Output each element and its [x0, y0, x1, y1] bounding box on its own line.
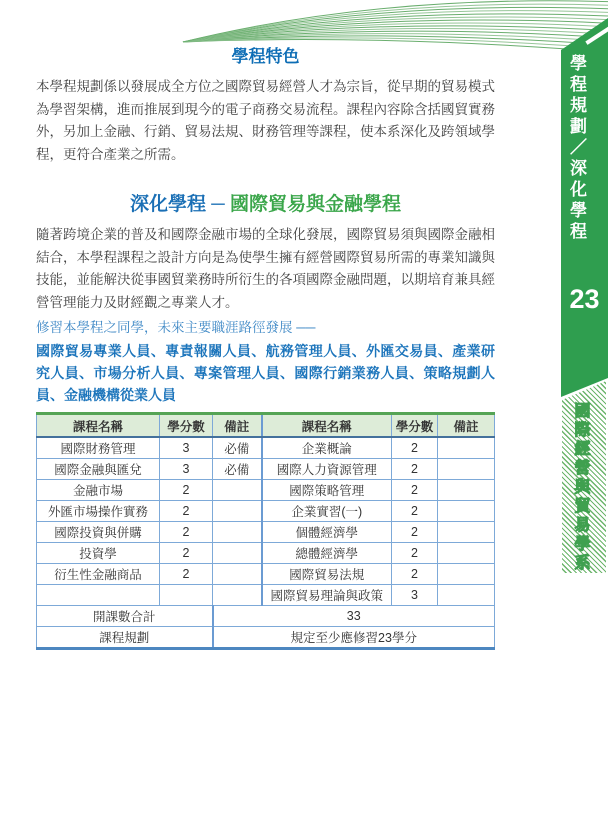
table-row	[37, 437, 495, 459]
credits-cell: 2	[392, 522, 438, 543]
credits-cell: 2	[160, 522, 213, 543]
note-cell	[213, 564, 262, 585]
note-cell	[438, 522, 495, 543]
course-name-cell: 金融市場	[37, 480, 160, 501]
program-heading-prefix: 深化學程 ─	[129, 194, 230, 215]
course-name-cell: 國際投資與併購	[37, 522, 160, 543]
table-row	[37, 564, 495, 585]
section-tab-label: 學程規劃／深化學程	[567, 54, 586, 243]
credits-cell: 2	[160, 543, 213, 564]
course-table-head	[37, 414, 495, 438]
table-row	[37, 480, 495, 501]
credits-cell: 2	[160, 564, 213, 585]
column-header: 學分數	[392, 414, 438, 438]
credits-cell: 3	[160, 437, 213, 459]
credits-cell: 3	[160, 459, 213, 480]
program-paragraph: 隨著跨境企業的普及和國際金融市場的全球化發展，國際貿易須與國際金融相結合，本學程課程之設計方向是為使學生擁有經營國際貿易所需的專業知識與技能，並能解決從事國貿業務時所衍生的各項國際金融問題，以期培育兼具經營管理能力及財經觀之專業人才。	[36, 227, 495, 310]
note-cell	[438, 564, 495, 585]
intro-paragraph: 本學程規劃係以發展成全方位之國際貿易經營人才為宗旨，從早期的貿易模式為學習架構，進而推展到現今的電子商務交易流程。課程內容除含括國貿實務外，另加上金融、行銷、貿易法規、財務管理等課程，使本系深化及跨領域學程，更符合產業之所需。	[36, 79, 495, 162]
note-cell	[213, 501, 262, 522]
table-row	[37, 501, 495, 522]
credits-cell: 2	[392, 459, 438, 480]
page-title: 學程特色	[231, 47, 300, 66]
course-table	[36, 412, 495, 650]
course-name-cell: 個體經濟學	[262, 522, 392, 543]
summary-row	[37, 606, 495, 627]
course-name-cell: 投資學	[37, 543, 160, 564]
table-row	[37, 543, 495, 564]
table-row	[37, 522, 495, 543]
note-cell: 必備	[213, 437, 262, 459]
page-number: 23	[569, 284, 600, 314]
summary-label: 開課數合計	[37, 606, 213, 627]
course-name-cell: 國際策略管理	[262, 480, 392, 501]
credits-cell: 2	[392, 437, 438, 459]
program-heading	[36, 192, 495, 218]
credits-cell: 2	[392, 564, 438, 585]
credits-cell	[160, 585, 213, 606]
course-name-cell: 總體經濟學	[262, 543, 392, 564]
course-name-cell: 企業概論	[262, 437, 392, 459]
note-cell	[438, 480, 495, 501]
main-content	[36, 0, 495, 650]
course-name-cell: 衍生性金融商品	[37, 564, 160, 585]
course-name-cell: 國際財務管理	[37, 437, 160, 459]
column-header: 備註	[213, 414, 262, 438]
credits-cell: 3	[392, 585, 438, 606]
note-cell	[213, 585, 262, 606]
course-name-cell: 國際貿易法規	[262, 564, 392, 585]
note-cell: 必備	[213, 459, 262, 480]
column-header: 備註	[438, 414, 495, 438]
column-header: 課程名稱	[262, 414, 392, 438]
summary-value: 規定至少應修習23學分	[213, 627, 495, 649]
note-cell	[438, 437, 495, 459]
summary-label: 課程規劃	[37, 627, 213, 649]
note-cell	[213, 522, 262, 543]
note-cell	[438, 585, 495, 606]
column-header: 學分數	[160, 414, 213, 438]
summary-value: 33	[213, 606, 495, 627]
credits-cell: 2	[392, 543, 438, 564]
table-row	[37, 585, 495, 606]
department-name: 國際經營與貿易學系	[572, 402, 589, 573]
credits-cell: 2	[160, 480, 213, 501]
column-header: 課程名稱	[37, 414, 160, 438]
course-name-cell: 企業實習(一)	[262, 501, 392, 522]
careers-list: 國際貿易專業人員、專責報關人員、航務管理人員、外匯交易員、產業研究人員、市場分析人員、專案管理人員、國際行銷業務人員、策略規劃人員、金融機構從業人員	[36, 343, 495, 403]
note-cell	[213, 543, 262, 564]
table-row	[37, 459, 495, 480]
careers-lead: 修習本學程之同學，未來主要職涯路徑發展 ──	[36, 320, 316, 335]
note-cell	[438, 543, 495, 564]
credits-cell: 2	[392, 501, 438, 522]
course-name-cell: 國際人力資源管理	[262, 459, 392, 480]
course-name-cell	[37, 585, 160, 606]
course-table-body	[37, 437, 495, 649]
note-cell	[213, 480, 262, 501]
course-name-cell: 外匯市場操作實務	[37, 501, 160, 522]
credits-cell: 2	[392, 480, 438, 501]
summary-row	[37, 627, 495, 649]
note-cell	[438, 459, 495, 480]
credits-cell: 2	[160, 501, 213, 522]
course-name-cell: 國際金融與匯兌	[37, 459, 160, 480]
program-heading-name: 國際貿易與金融學程	[230, 194, 402, 215]
note-cell	[438, 501, 495, 522]
course-name-cell: 國際貿易理論與政策	[262, 585, 392, 606]
